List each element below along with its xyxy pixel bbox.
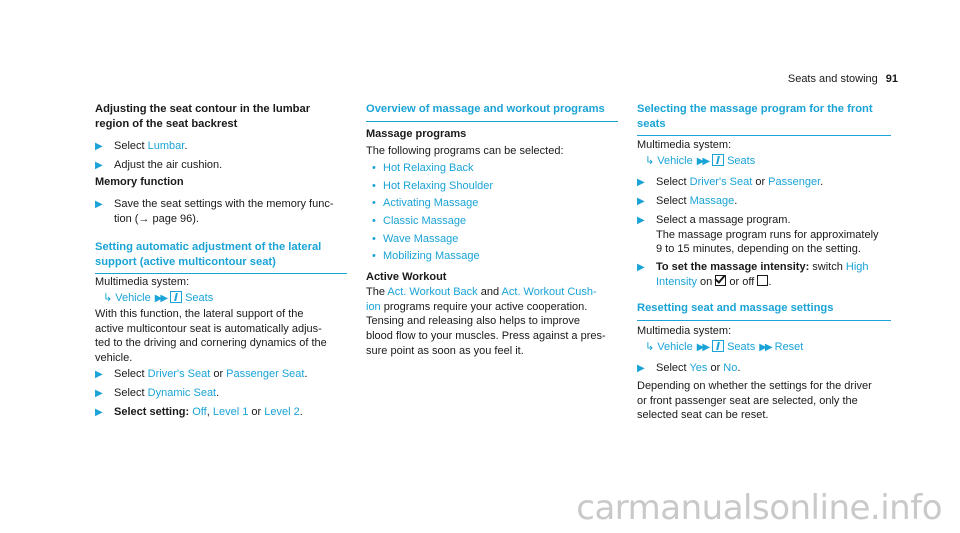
step-text: Select a massage program.	[656, 214, 791, 226]
return-arrow-icon: ↳	[645, 155, 655, 167]
step-arrow-icon: ▶	[637, 177, 645, 188]
lumbar-heading-line-1: Adjusting the seat contour in the lumbar	[95, 103, 311, 115]
desc-text: The	[366, 286, 388, 298]
step-arrow-icon: ▶	[95, 407, 103, 418]
lateral-step-dynamic	[95, 386, 366, 401]
step-arrow-icon: ▶	[95, 369, 103, 380]
double-chevron-icon: ▶▶	[759, 342, 771, 353]
desc-line: active multicontour seat is automatically adjus-	[95, 322, 322, 335]
double-chevron-icon: ▶▶	[696, 156, 709, 167]
multimedia-label: Multimedia system:	[637, 139, 732, 151]
desc-text: programs require your active cooperation.	[380, 300, 588, 313]
list-item	[366, 232, 618, 247]
step-arrow-icon: ▶	[95, 199, 103, 210]
high-intensity-option-cont[interactable]: Intensity	[656, 275, 697, 288]
list-item	[366, 179, 618, 194]
step-arrow-icon: ▶	[637, 262, 645, 273]
drivers-seat-option[interactable]: Driver's Seat	[147, 368, 211, 380]
lumbar-step-adjust	[95, 158, 366, 173]
dynamic-seat-option[interactable]: Dynamic Seat	[147, 387, 217, 399]
lumbar-step-select	[95, 139, 366, 154]
step-text: tion (→ page 96).	[114, 212, 199, 225]
act-workout-back-option[interactable]: Act. Workout Back	[387, 286, 478, 298]
step-text: Select	[114, 368, 148, 380]
act-workout-cushion-option[interactable]: Act. Workout Cush-	[501, 286, 597, 298]
lateral-step-setting	[95, 405, 366, 420]
step-text: .	[216, 387, 220, 399]
program-hot-relaxing-shoulder[interactable]: Hot Relaxing Shoulder	[383, 179, 494, 192]
checkbox-checked-icon	[715, 275, 726, 286]
program-list	[366, 161, 618, 267]
step-text: or off	[726, 275, 758, 288]
step-arrow-icon: ▶	[637, 215, 645, 226]
list-item	[366, 214, 618, 229]
watermark: carmanualsonline.info	[576, 487, 942, 528]
path-seats[interactable]: Seats	[727, 341, 756, 353]
step-line	[656, 260, 910, 275]
program-mobilizing-massage[interactable]: Mobilizing Massage	[383, 250, 480, 263]
step-text: .	[737, 362, 741, 374]
return-arrow-icon: ↳	[645, 341, 655, 353]
path-seats[interactable]: Seats	[727, 155, 756, 167]
programs-heading: Massage programs	[366, 128, 467, 140]
step-text: The massage program runs for approximately	[656, 228, 879, 241]
massage-step-seat	[637, 175, 910, 190]
desc-line	[366, 300, 618, 315]
workout-description	[366, 285, 618, 358]
level-2-option[interactable]: Level 2	[264, 406, 300, 418]
massage-step-intensity	[637, 260, 910, 289]
step-text: Save the seat settings with the memory func-	[114, 198, 334, 210]
step-bold-text: Select setting:	[114, 406, 190, 418]
path-vehicle[interactable]: Vehicle	[657, 341, 693, 353]
desc-line: sure point as soon as you feel it.	[366, 344, 524, 357]
path-seats[interactable]: Seats	[185, 292, 214, 304]
double-chevron-icon: ▶▶	[696, 342, 709, 353]
step-text: switch	[809, 261, 846, 273]
seat-icon	[712, 340, 724, 352]
drivers-seat-option[interactable]: Driver's Seat	[689, 176, 753, 188]
path-vehicle[interactable]: Vehicle	[657, 155, 693, 167]
massage-option[interactable]: Massage	[689, 195, 735, 207]
passenger-seat-option[interactable]: Passenger Seat	[226, 368, 305, 380]
lateral-heading-line-1: Setting automatic adjustment of the lateral	[95, 241, 322, 253]
level-1-option[interactable]: Level 1	[212, 406, 249, 418]
section-title: Seats and stowing	[787, 73, 878, 85]
step-text: Adjust the air cushion.	[114, 159, 223, 171]
multimedia-label: Multimedia system:	[95, 276, 190, 288]
desc-line: or front passenger seat are selected, only the	[637, 394, 858, 407]
step-text: .	[820, 176, 824, 188]
lumbar-heading-line-2: region of the seat backrest	[95, 117, 238, 130]
step-text: or	[752, 176, 769, 188]
no-option[interactable]: No	[723, 362, 738, 374]
select-heading-line-2: seats	[637, 117, 666, 130]
lateral-step-seat	[95, 367, 366, 382]
page-header	[788, 72, 898, 87]
massage-step-program	[637, 213, 910, 257]
workout-heading: Active Workout	[366, 271, 447, 283]
step-text: on	[696, 275, 716, 288]
lumbar-menu-item[interactable]: Lumbar	[147, 140, 185, 152]
lateral-heading-line-2: support (active multicontour seat)	[95, 255, 276, 268]
checkbox-empty-icon	[757, 275, 768, 286]
desc-line	[366, 285, 618, 300]
menu-path	[637, 154, 755, 169]
menu-path	[637, 340, 803, 355]
multimedia-label: Multimedia system:	[637, 325, 732, 337]
lumbar-heading	[95, 102, 310, 131]
desc-line: Tensing and releasing also helps to improve	[366, 315, 581, 328]
reset-description	[637, 379, 891, 423]
step-line	[656, 275, 910, 290]
step-arrow-icon: ▶	[95, 388, 103, 399]
desc-line: vehicle.	[95, 351, 133, 364]
step-bold-text: To set the massage intensity:	[656, 261, 810, 273]
step-arrow-icon: ▶	[637, 363, 645, 374]
step-text: .	[304, 368, 308, 380]
seat-icon	[712, 154, 724, 166]
return-arrow-icon: ↳	[103, 292, 113, 304]
step-text: or	[210, 368, 227, 380]
memory-step	[95, 197, 366, 226]
list-item	[366, 249, 618, 264]
step-text: or	[248, 406, 265, 418]
menu-path	[95, 291, 213, 306]
lateral-heading	[95, 240, 347, 274]
yes-option[interactable]: Yes	[689, 362, 708, 374]
select-program-heading	[637, 102, 891, 136]
program-hot-relaxing-back[interactable]: Hot Relaxing Back	[383, 162, 474, 174]
overview-heading: Overview of massage and workout programs	[366, 102, 618, 122]
step-text: 9 to 15 minutes, depending on the setting.	[656, 243, 861, 256]
page-number: 91	[885, 73, 898, 85]
desc-line: Depending on whether the settings for the driver	[637, 380, 872, 392]
path-reset[interactable]: Reset	[774, 341, 804, 353]
desc-line: With this function, the lateral support of the	[95, 308, 304, 320]
list-item	[366, 196, 618, 211]
step-text: or	[707, 362, 724, 374]
step-arrow-icon: ▶	[637, 196, 645, 207]
passenger-option[interactable]: Passenger	[768, 176, 821, 188]
program-classic-massage[interactable]: Classic Massage	[383, 214, 467, 227]
program-wave-massage[interactable]: Wave Massage	[383, 232, 459, 245]
double-chevron-icon: ▶▶	[154, 293, 167, 304]
step-text: .	[734, 195, 738, 207]
step-arrow-icon: ▶	[95, 141, 103, 152]
reset-step	[637, 361, 910, 376]
program-activating-massage[interactable]: Activating Massage	[383, 197, 479, 210]
list-item	[366, 161, 618, 176]
step-text: Select	[114, 387, 148, 399]
step-text: .	[768, 275, 772, 288]
massage-step-select	[637, 194, 910, 209]
step-arrow-icon: ▶	[95, 160, 103, 171]
act-workout-cushion-option-cont[interactable]: ion	[366, 300, 381, 313]
step-text: Select	[656, 362, 690, 374]
reset-heading: Resetting seat and massage settings	[637, 301, 891, 321]
off-option[interactable]: Off	[192, 406, 207, 418]
programs-intro: The following programs can be selected:	[366, 145, 564, 157]
lateral-description	[95, 307, 347, 366]
step-text: Select	[656, 195, 690, 207]
path-vehicle[interactable]: Vehicle	[115, 292, 151, 304]
desc-line: blood flow to your muscles. Press against a pres-	[366, 329, 606, 342]
step-text: ,	[206, 406, 213, 418]
select-heading-line-1: Selecting the massage program for the front	[637, 103, 873, 115]
step-text: Select	[656, 176, 690, 188]
desc-line: selected seat can be reset.	[637, 409, 769, 422]
high-intensity-option[interactable]: High	[845, 261, 869, 273]
step-text: Select	[114, 140, 148, 152]
seat-icon	[170, 291, 182, 303]
step-text: .	[299, 406, 303, 418]
step-text: .	[184, 140, 188, 152]
memory-heading: Memory function	[95, 176, 184, 188]
desc-text: and	[477, 286, 502, 298]
desc-line: ted to the driving and cornering dynamics of the	[95, 337, 327, 350]
